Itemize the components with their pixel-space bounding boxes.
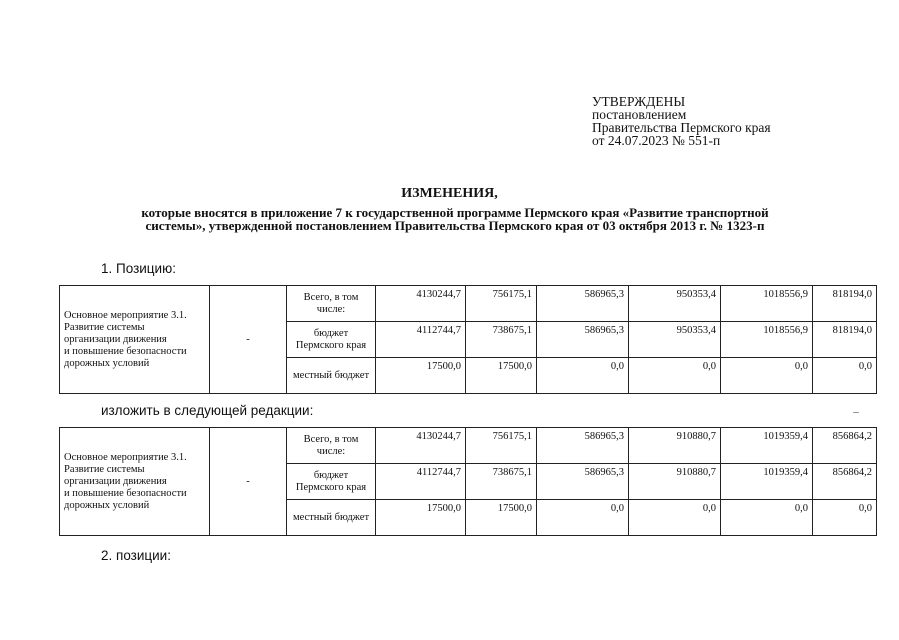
value-cell: 0,0: [629, 500, 721, 536]
measure-name-line: и повышение безопасности: [64, 487, 187, 499]
value-cell: 856864,2: [813, 464, 877, 500]
value-cell: 738675,1: [466, 464, 537, 500]
value-cell: 0,0: [537, 500, 629, 536]
value-cell: 950353,4: [629, 286, 721, 322]
source-cell: Всего, в том числе:: [287, 286, 376, 322]
measure-name-cell: [60, 428, 210, 536]
value-cell: 0,0: [629, 358, 721, 394]
value-cell: 0,0: [721, 358, 813, 394]
table-new-position: [59, 427, 877, 536]
value-cell: 586965,3: [537, 464, 629, 500]
value-cell: 910880,7: [629, 428, 721, 464]
approval-line-2: постановлением: [592, 107, 687, 122]
measure-name-line: Развитие системы: [64, 321, 145, 333]
measure-name-line: дорожных условий: [64, 357, 150, 369]
measure-name-line: Основное мероприятие 3.1.: [64, 309, 187, 321]
revision-phrase: изложить в следующей редакции:: [101, 403, 314, 418]
approval-stamp: [592, 95, 771, 147]
approval-line-1: УТВЕРЖДЕНЫ: [592, 94, 686, 109]
measure-name-line: дорожных условий: [64, 499, 150, 511]
value-cell: 586965,3: [537, 428, 629, 464]
dash-cell: -: [210, 286, 287, 394]
source-cell: бюджет Пермского края: [287, 322, 376, 358]
approval-line-4: от 24.07.2023 № 551-п: [592, 133, 721, 148]
table-row: [60, 286, 877, 322]
value-cell: 818194,0: [813, 322, 877, 358]
value-cell: 17500,0: [466, 358, 537, 394]
value-cell: 4112744,7: [376, 464, 466, 500]
dash-cell: -: [210, 428, 287, 536]
document-title: ИЗМЕНЕНИЯ,: [401, 186, 498, 201]
table-old-position: [59, 285, 877, 394]
measure-name-line: и повышение безопасности: [64, 345, 187, 357]
value-cell: 818194,0: [813, 286, 877, 322]
value-cell: 0,0: [537, 358, 629, 394]
value-cell: 756175,1: [466, 428, 537, 464]
value-cell: 4130244,7: [376, 286, 466, 322]
source-cell: Всего, в том числе:: [287, 428, 376, 464]
subtitle-line-1: которые вносятся в приложение 7 к государственной программе Пермского края «Развитие транспортной: [141, 205, 769, 220]
measure-name-line: Основное мероприятие 3.1.: [64, 451, 187, 463]
value-cell: 910880,7: [629, 464, 721, 500]
value-cell: 1019359,4: [721, 428, 813, 464]
source-cell: местный бюджет: [287, 358, 376, 394]
value-cell: 950353,4: [629, 322, 721, 358]
value-cell: 17500,0: [376, 358, 466, 394]
section-1-heading: 1. Позицию:: [101, 261, 176, 276]
value-cell: 0,0: [813, 358, 877, 394]
value-cell: 17500,0: [466, 500, 537, 536]
value-cell: 0,0: [813, 500, 877, 536]
value-cell: 738675,1: [466, 322, 537, 358]
approval-line-3: Правительства Пермского края: [592, 120, 771, 135]
value-cell: 1018556,9: [721, 322, 813, 358]
value-cell: 4112744,7: [376, 322, 466, 358]
measure-name-cell: [60, 286, 210, 394]
section-2-heading: 2. позиции:: [101, 548, 171, 563]
value-cell: 1018556,9: [721, 286, 813, 322]
document-subtitle: [60, 206, 850, 232]
source-cell: местный бюджет: [287, 500, 376, 536]
measure-name-line: Развитие системы: [64, 463, 145, 475]
value-cell: 586965,3: [537, 286, 629, 322]
value-cell: 17500,0: [376, 500, 466, 536]
measure-name-line: организации движения: [64, 333, 167, 345]
scan-mark: [853, 412, 859, 413]
value-cell: 586965,3: [537, 322, 629, 358]
value-cell: 1019359,4: [721, 464, 813, 500]
value-cell: 4130244,7: [376, 428, 466, 464]
subtitle-line-2: системы», утвержденной постановлением Правительства Пермского края от 03 октября 2013 г. № 1323-п: [145, 218, 765, 233]
value-cell: 856864,2: [813, 428, 877, 464]
table-row: [60, 428, 877, 464]
value-cell: 756175,1: [466, 286, 537, 322]
measure-name-line: организации движения: [64, 475, 167, 487]
source-cell: бюджет Пермского края: [287, 464, 376, 500]
value-cell: 0,0: [721, 500, 813, 536]
